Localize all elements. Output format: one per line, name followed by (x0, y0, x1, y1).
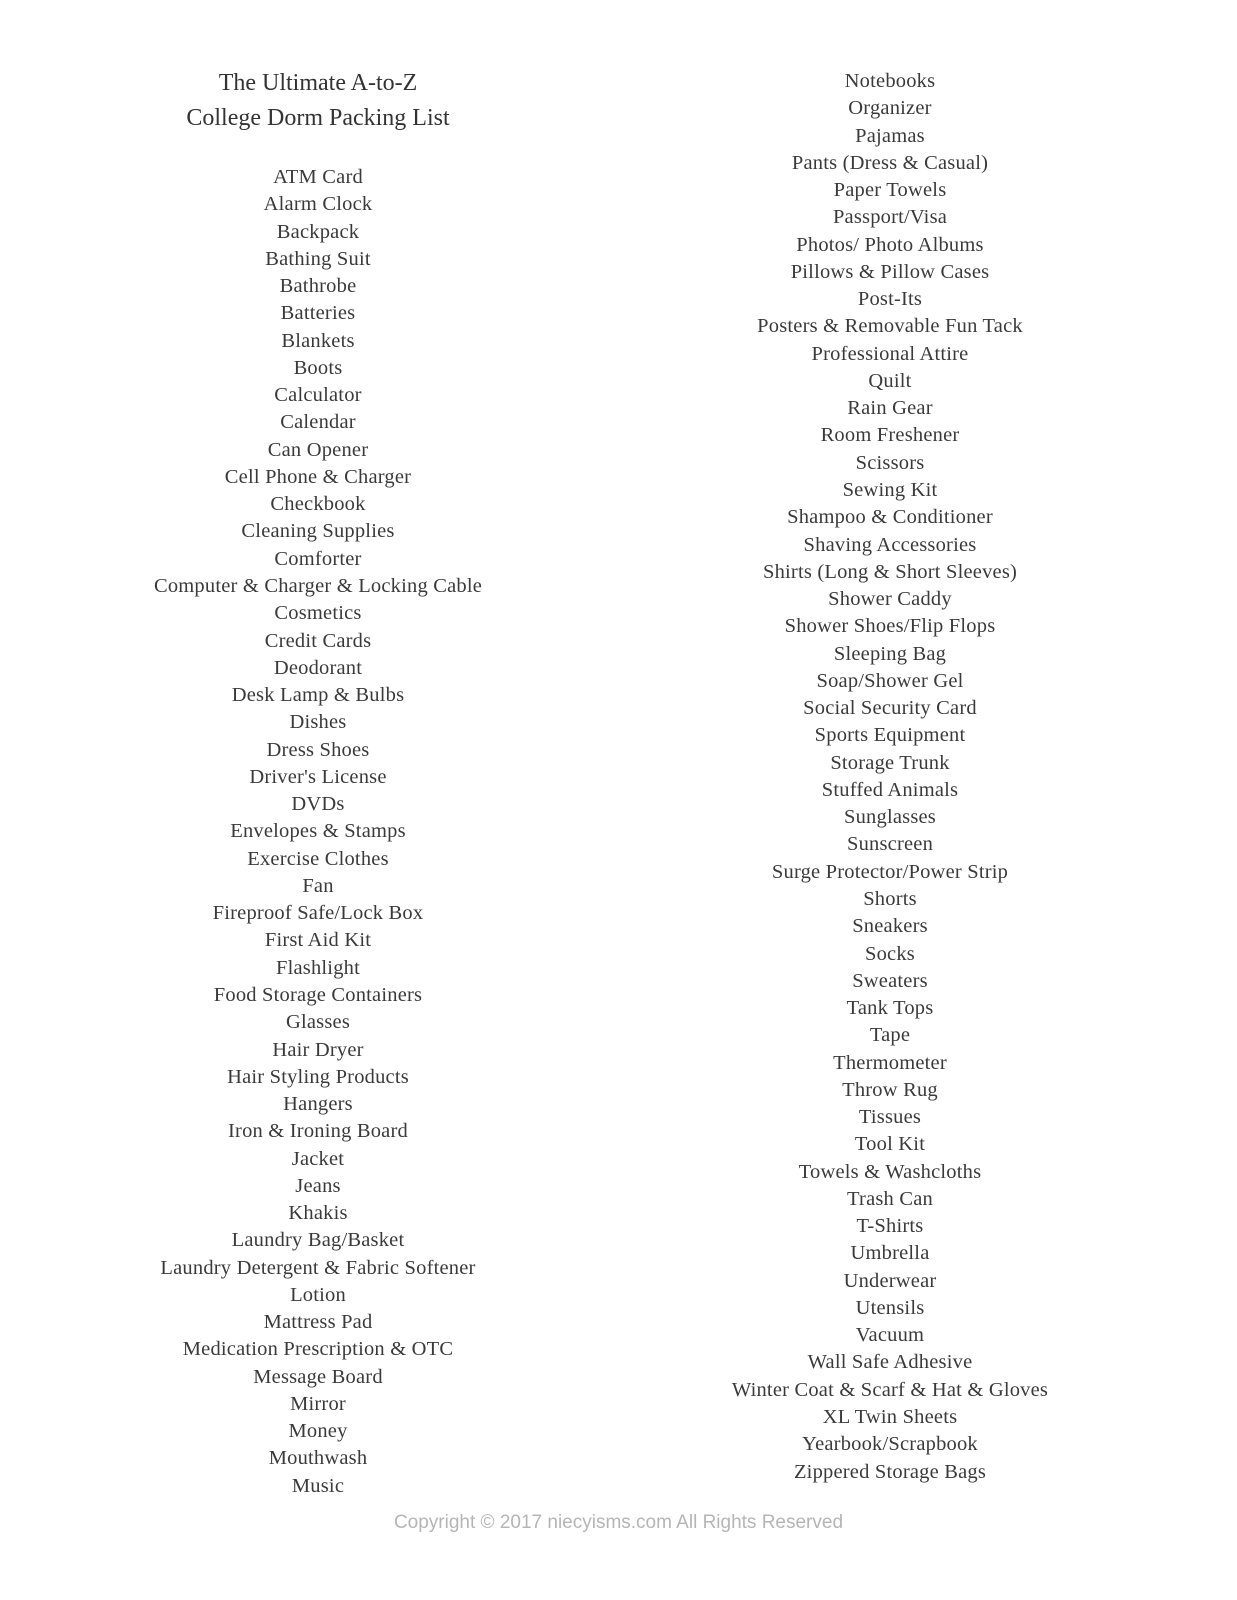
list-item: Fireproof Safe/Lock Box (212, 902, 424, 925)
list-item: Pillows & Pillow Cases (790, 260, 990, 283)
list-item: Pants (Dress & Casual) (791, 151, 989, 174)
list-item: Soap/Shower Gel (816, 669, 964, 692)
list-item: Music (291, 1474, 345, 1497)
list-item: Dishes (289, 711, 347, 734)
list-item: Towels & Washcloths (798, 1160, 982, 1183)
list-item: Winter Coat & Scarf & Hat & Gloves (731, 1378, 1049, 1401)
list-item: Batteries (280, 302, 356, 325)
list-item: Message Board (253, 1365, 383, 1388)
list-item: Credit Cards (264, 629, 372, 652)
list-item: Professional Attire (811, 342, 969, 365)
list-item: Shower Shoes/Flip Flops (784, 615, 996, 638)
list-item: ATM Card (273, 166, 363, 188)
list-item: Quilt (868, 369, 912, 392)
list-item: Zippered Storage Bags (793, 1460, 987, 1483)
list-item: Post-Its (857, 288, 923, 311)
list-item: Yearbook/Scrapbook (802, 1433, 978, 1456)
list-item: Tank Tops (846, 997, 934, 1020)
title-line-1: The Ultimate A-to-Z (218, 70, 418, 96)
list-item: Sunscreen (846, 833, 934, 856)
list-item: Boots (293, 356, 343, 379)
list-item: Tape (869, 1024, 911, 1047)
list-item: Mouthwash (268, 1447, 368, 1470)
list-item: Laundry Detergent & Fabric Softener (160, 1256, 476, 1279)
list-item: Passport/Visa (832, 206, 948, 229)
list-item: Wall Safe Adhesive (807, 1351, 973, 1374)
list-item: Bathrobe (279, 275, 357, 298)
list-item: Trash Can (847, 1187, 933, 1210)
list-item: Shampoo & Conditioner (787, 506, 993, 529)
list-item: Alarm Clock (263, 193, 373, 216)
list-item: Sneakers (852, 915, 928, 938)
list-item: Medication Prescription & OTC (182, 1338, 454, 1361)
list-item: Rain Gear (847, 397, 933, 420)
list-item: Sleeping Bag (833, 642, 947, 665)
list-item: Desk Lamp & Bulbs (231, 684, 405, 707)
list-item: Socks (865, 942, 915, 965)
list-item: Sewing Kit (842, 478, 938, 501)
copyright-footer: Copyright © 2017 niecyisms.com All Rights Reserved (393, 1512, 844, 1533)
list-item: Envelopes & Stamps (230, 820, 406, 843)
list-item: Sports Equipment (814, 724, 966, 747)
list-item: Pajamas (855, 124, 925, 147)
list-item: Calculator (274, 384, 362, 407)
list-item: Laundry Bag/Basket (231, 1229, 405, 1252)
list-item: Throw Rug (842, 1078, 938, 1101)
list-item: Computer & Charger & Locking Cable (153, 574, 483, 597)
list-item: Shorts (863, 887, 917, 910)
list-item: Deodorant (273, 656, 363, 679)
list-item: Shaving Accessories (803, 533, 977, 556)
list-item: Sweaters (852, 969, 928, 992)
list-item: Bathing Suit (265, 247, 371, 270)
list-item: Fan (302, 874, 334, 897)
list-item: Room Freshener (820, 424, 960, 447)
list-item: Can Opener (267, 438, 369, 461)
list-item: Backpack (276, 220, 360, 243)
list-item: Organizer (848, 97, 932, 120)
list-item: Khakis (288, 1202, 348, 1225)
list-item: Flashlight (275, 956, 360, 979)
list-item: Posters & Removable Fun Tack (757, 315, 1023, 338)
list-item: Comforter (274, 547, 362, 570)
list-item: Jeans (295, 1174, 341, 1197)
list-item: Notebooks (844, 70, 936, 92)
list-item: T-Shirts (856, 1215, 924, 1238)
list-item: Utensils (855, 1296, 925, 1319)
list-item: Sunglasses (844, 806, 936, 829)
list-item: Surge Protector/Power Strip (771, 860, 1009, 883)
list-item: Thermometer (833, 1051, 947, 1074)
list-item: Mattress Pad (263, 1311, 373, 1334)
list-item: Checkbook (270, 493, 366, 516)
list-item: XL Twin Sheets (822, 1406, 958, 1429)
list-item: Dress Shoes (266, 738, 370, 761)
list-item: Shirts (Long & Short Sleeves) (762, 560, 1018, 583)
list-item: Exercise Clothes (247, 847, 389, 870)
title-line-2: College Dorm Packing List (186, 105, 450, 131)
list-item: Photos/ Photo Albums (796, 233, 984, 256)
list-item: Vacuum (855, 1324, 925, 1347)
list-item: Umbrella (850, 1242, 930, 1265)
list-item: Lotion (290, 1283, 346, 1306)
left-item-list (98, 164, 538, 1500)
list-item: Glasses (285, 1011, 351, 1034)
list-item: Tool Kit (854, 1133, 926, 1156)
list-item: Money (288, 1420, 348, 1443)
list-item: Hair Styling Products (227, 1065, 409, 1088)
list-item: Iron & Ironing Board (228, 1120, 408, 1143)
list-item: Shower Caddy (828, 588, 952, 611)
list-item: Driver's License (249, 765, 387, 788)
right-item-list (660, 68, 1120, 1486)
page-title (98, 66, 538, 136)
list-item: First Aid Kit (264, 929, 372, 952)
list-item: Storage Trunk (830, 751, 950, 774)
list-item: Mirror (290, 1392, 346, 1415)
list-item: Tissues (858, 1106, 922, 1129)
list-item: Jacket (291, 1147, 345, 1170)
list-item: Cleaning Supplies (241, 520, 395, 543)
list-item: Paper Towels (833, 179, 947, 202)
list-item: Hangers (283, 1093, 353, 1116)
list-item: Cell Phone & Charger (224, 465, 412, 488)
list-item: Social Security Card (803, 697, 977, 720)
list-item: Food Storage Containers (213, 983, 423, 1006)
list-item: Calendar (280, 411, 356, 434)
list-item: Underwear (843, 1269, 937, 1292)
list-item: Stuffed Animals (821, 778, 959, 801)
list-item: Scissors (855, 451, 925, 474)
list-item: Cosmetics (274, 602, 362, 625)
list-item: Blankets (281, 329, 355, 352)
list-item: Hair Dryer (272, 1038, 364, 1061)
list-item: DVDs (291, 793, 345, 816)
